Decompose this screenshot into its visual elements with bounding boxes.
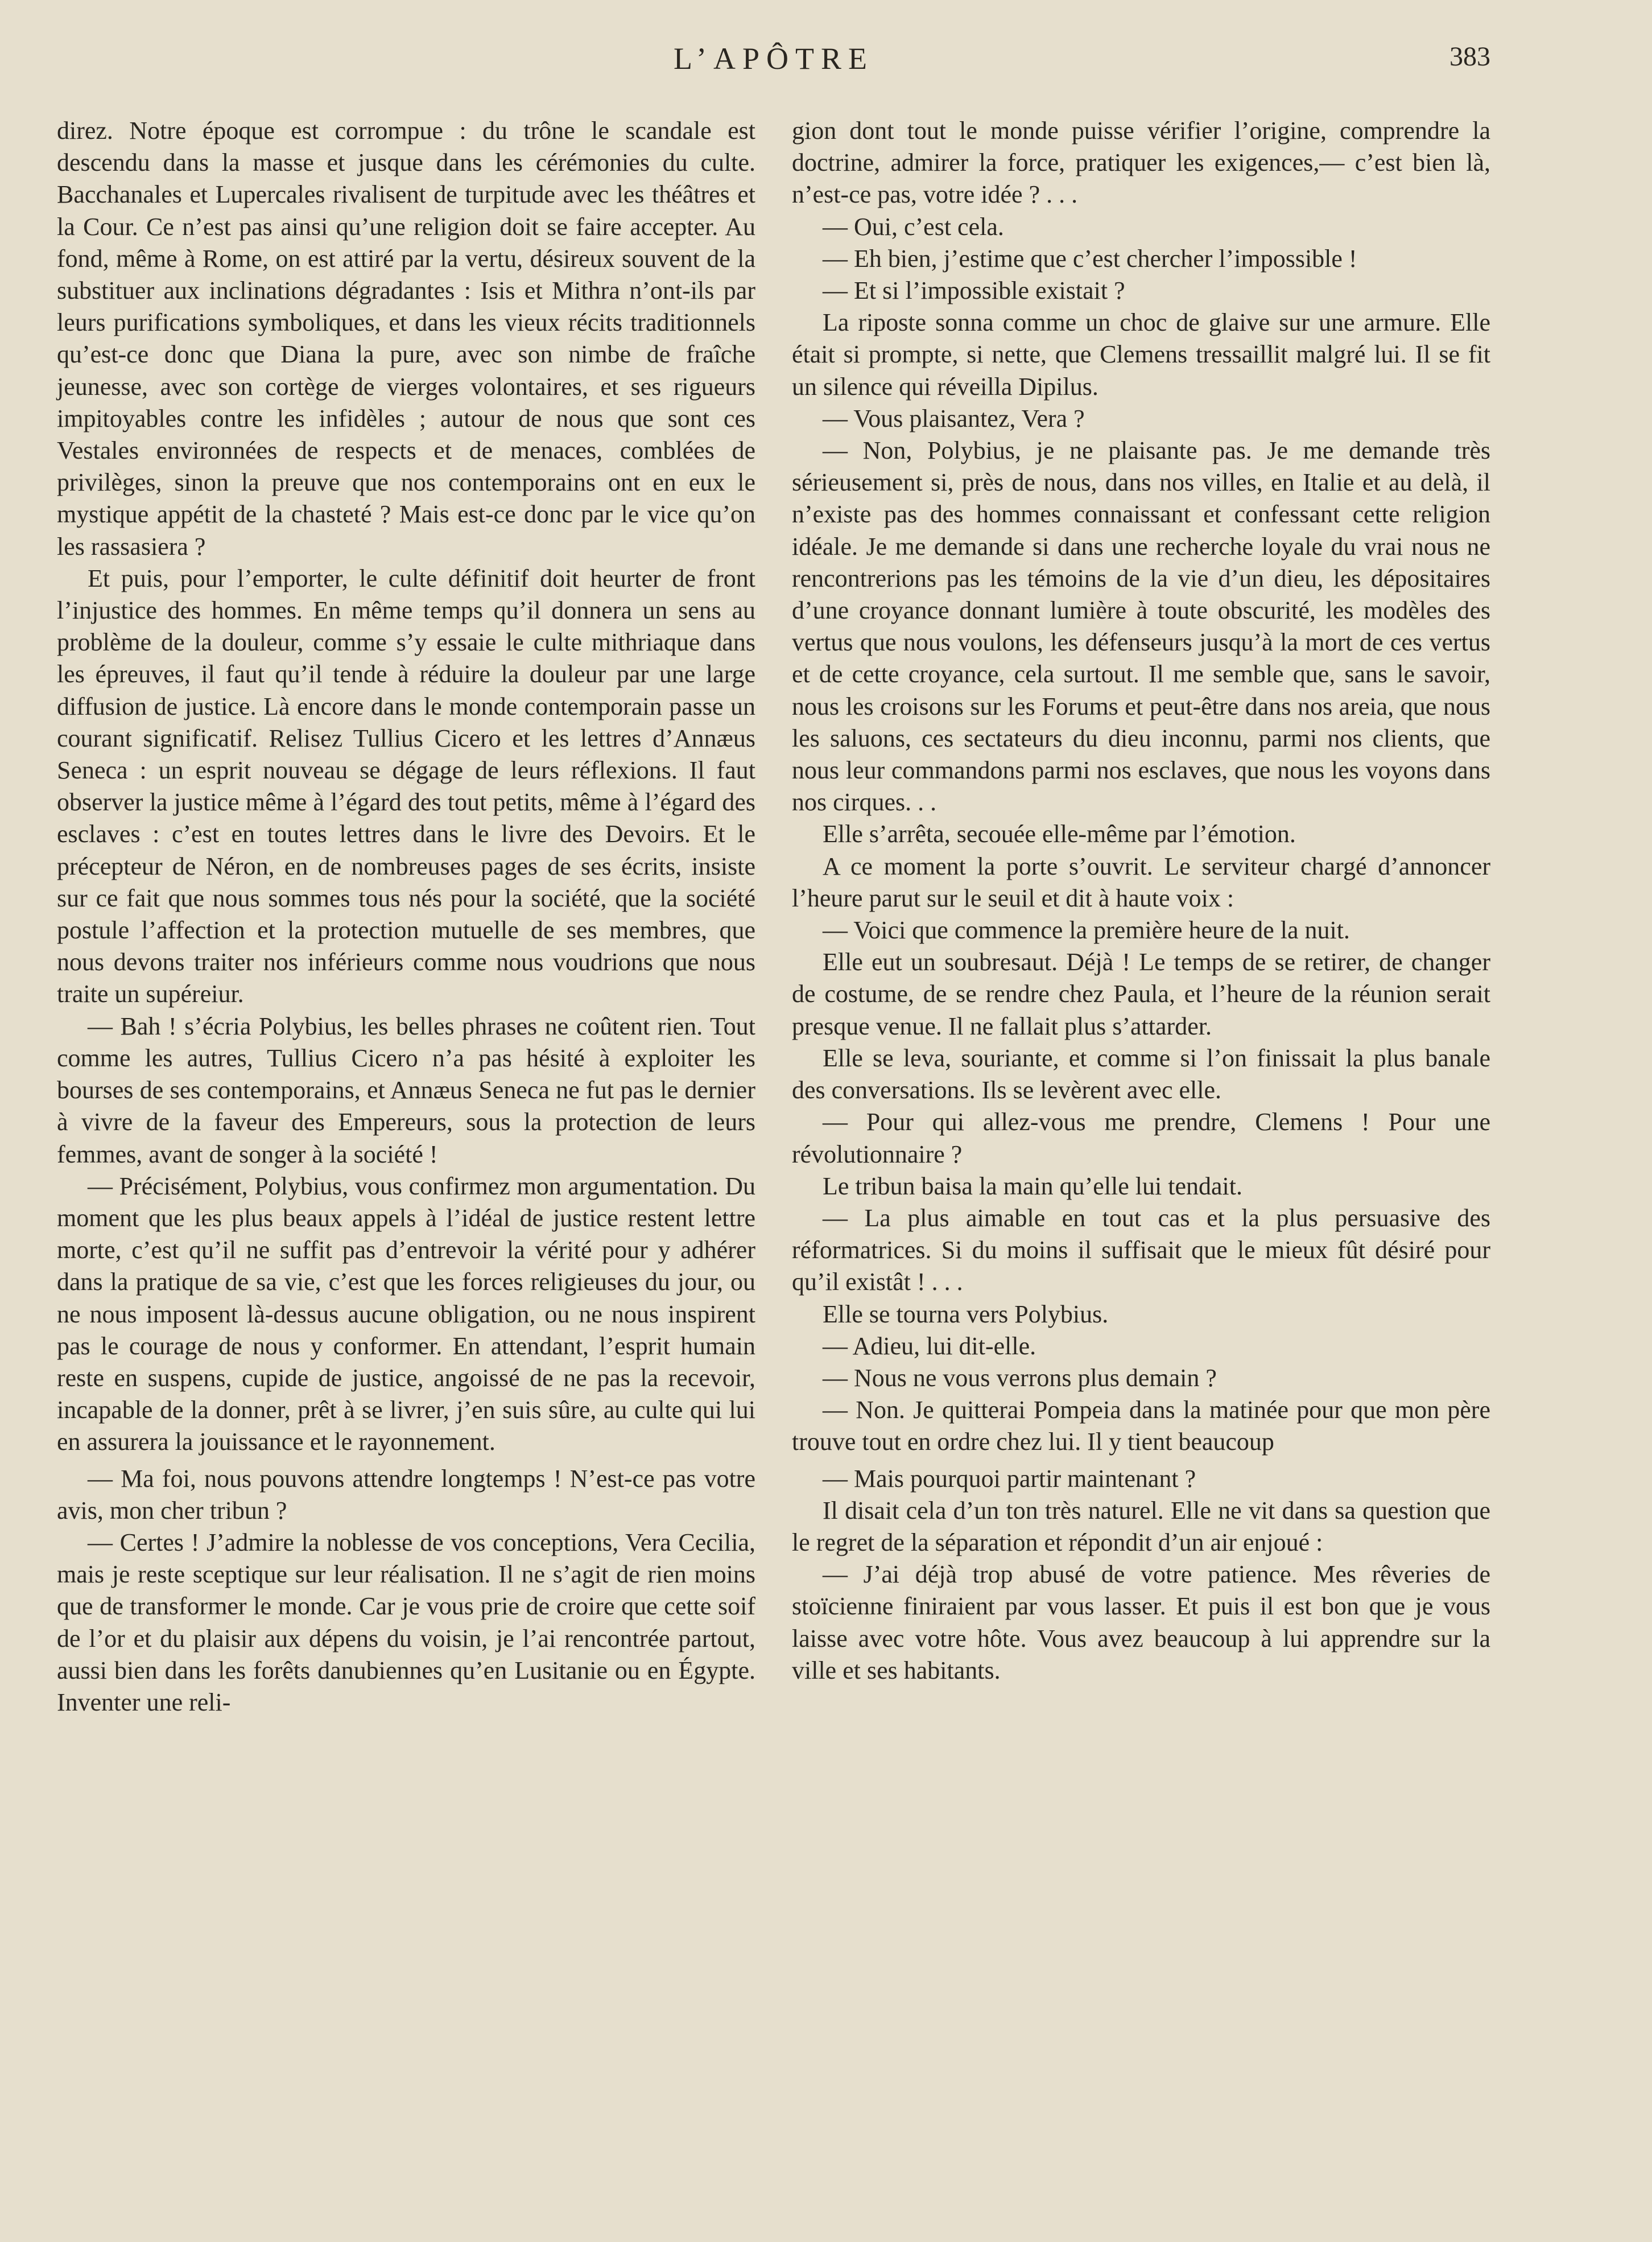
paragraph: — Vous plaisantez, Vera ? bbox=[823, 404, 1085, 432]
paragraph: La riposte sonna comme un choc de glaive sur une armure. Elle était si prompte, si nette, que Clemens tressaillit malgré lui. Il se fit un silence qui réveilla Dipilus. bbox=[792, 308, 1490, 401]
paragraph: A ce moment la porte s’ouvrit. Le serviteur chargé d’annoncer l’heure parut sur le seuil et dit à haute voix : bbox=[792, 852, 1490, 912]
paragraph: — Non, Polybius, je ne plaisante pas. Je me demande très sérieusement si, près de nous, dans nos villes, en Italie et au delà, il n’existe pas des hommes connaissant et confessant cette religion idéale. Je me demande si dans une recherche loyale du vrai nous ne rencontrerions pas les témoins de la vie d’un dieu, les dépositaires d’une croyance donnant lumière à toute obscurité, les modèles des vertus que nous voulons, les défenseurs jusqu’à la mort de ces vertus et de cette croyance, cela surtout. Il me semble que, sans le savoir, nous les croisons sur les Forums et peut-être dans nos areia, que nous les saluons, ces sectateurs du dieu inconnu, parmi nos clients, que nous leur commandons parmi nos esclaves, que nous les voyons dans nos cirques. . . bbox=[792, 436, 1490, 817]
paragraph: — Précisément, Polybius, vous confirmez mon argumentation. Du moment que les plus beaux appels à l’idéal de justice restent lettre morte, c’est qu’il ne suffit pas d’entrevoir la vérité pour y adhérer dans la pratique de sa vie, c’est que les forces religieuses du jour, ou ne nous imposent là-dessus aucune obligation, ou ne nous inspirent pas le courage de nous y conformer. En attendant, l’esprit humain reste en suspens, cupide de justice, angoissé de ne pas la recevoir, incapable de la donner, prêt à se livrer, j’en suis sûre, au culte qui lui en assurera la jouissance et le rayonnement. bbox=[57, 1172, 755, 1456]
paragraph: — Mais pourquoi partir maintenant ? bbox=[823, 1464, 1196, 1493]
right-column bbox=[792, 115, 1490, 1687]
paragraph: — J’ai déjà trop abusé de votre patience. Mes rêveries de stoïcienne finiraient par vous lasser. Et puis il est bon que je vous laisse avec votre hôte. Vous avez beaucoup à lui apprendre sur la ville et ses habitants. bbox=[792, 1560, 1490, 1684]
paragraph: — Certes ! J’admire la noblesse de vos conceptions, Vera Cecilia, mais je reste sceptique sur leur réalisation. Il ne s’agit de rien moins que de transformer le monde. Car je vous prie de croire que cette soif de l’or et du plaisir aux dépens du voisin, je l’ai rencontrée partout, aussi bien dans les forêts danubiennes qu’en Lusitanie ou en Égypte. Inventer une reli- bbox=[57, 1528, 755, 1716]
paragraph: gion dont tout le monde puisse vérifier l’origine, comprendre la doctrine, admirer la force, pratiquer les exigences,— c’est bien là, n’est-ce pas, votre idée ? . . . bbox=[792, 117, 1490, 209]
paragraph: — La plus aimable en tout cas et la plus persuasive des réformatrices. Si du moins il suffisait que le mieux fût désiré pour qu’il existât ! . . . bbox=[792, 1204, 1490, 1296]
paragraph: Elle eut un soubresaut. Déjà ! Le temps de se retirer, de changer de costume, de se rendre chez Paula, et l’heure de la réunion serait presque venue. Il ne fallait plus s’attarder. bbox=[792, 948, 1490, 1040]
paragraph: — Bah ! s’écria Polybius, les belles phrases ne coûtent rien. Tout comme les autres, Tullius Cicero n’a pas hésité à exploiter les bourses de ses contemporains, et Annæus Seneca ne fut pas le dernier à vivre de la faveur des Empereurs, sous la protection de leurs femmes, avant de songer à la société ! bbox=[57, 1012, 755, 1168]
paragraph: — Voici que commence la première heure de la nuit. bbox=[823, 916, 1350, 945]
paragraph: — Non. Je quitterai Pompeia dans la matinée pour que mon père trouve tout en ordre chez lui. Il y tient beaucoup bbox=[792, 1396, 1490, 1456]
paragraph: — Oui, c’est cela. bbox=[823, 212, 1004, 241]
paragraph: Le tribun baisa la main qu’elle lui tendait. bbox=[823, 1172, 1242, 1200]
paragraph: Elle se leva, souriante, et comme si l’on finissait la plus banale des conversations. Ils se levèrent avec elle. bbox=[792, 1044, 1490, 1104]
paragraph: — Et si l’impossible existait ? bbox=[823, 277, 1125, 305]
paragraph: Elle se tourna vers Polybius. bbox=[823, 1300, 1109, 1328]
paragraph: — Ma foi, nous pouvons attendre longtemps ! N’est-ce pas votre avis, mon cher tribun ? bbox=[57, 1464, 755, 1524]
page-header bbox=[57, 41, 1490, 81]
paragraph: — Eh bien, j’estime que c’est chercher l’impossible ! bbox=[823, 244, 1357, 273]
paragraph: — Pour qui allez-vous me prendre, Clemens ! Pour une révolutionnaire ? bbox=[792, 1108, 1490, 1168]
paragraph: — Adieu, lui dit-elle. bbox=[823, 1332, 1036, 1360]
paragraph: Et puis, pour l’emporter, le culte définitif doit heurter de front l’injustice des hommes. En même temps qu’il donnera un sens au problème de la douleur, comme s’y essaie le culte mithriaque dans les épreuves, il faut qu’il tende à réduire la douleur par une large diffusion de justice. Là encore dans le monde contemporain passe un courant significatif. Relisez Tullius Cicero et les lettres d’Annæus Seneca : un esprit nouveau se dégage de leurs réflexions. Il faut observer la justice même à l’égard des tout petits, même à l’égard des esclaves : c’est en toutes lettres dans le livre des Devoirs. Et le précepteur de Néron, en de nombreuses pages de ses écrits, insiste sur ce fait que nous sommes tous nés pour la société, que la société postule l’affection et la protection mutuelle de ses membres, que nous devons traiter nos inférieurs comme nous voudrions que nous traite un supéreiur. bbox=[57, 564, 755, 1008]
paragraph: — Nous ne vous verrons plus demain ? bbox=[823, 1363, 1217, 1392]
paragraph: Il disait cela d’un ton très naturel. Elle ne vit dans sa question que le regret de la séparation et répondit d’un air enjoué : bbox=[792, 1496, 1490, 1556]
paragraph: direz. Notre époque est corrompue : du trône le scandale est descendu dans la masse et jusque dans les cérémonies du culte. Bacchanales et Lupercales rivalisent de turpitude avec les théâtres et la Cour. Ce n’est pas ainsi qu’une religion doit se faire accepter. Au fond, même à Rome, on est attiré par la vertu, désireux souvent de la substituer aux inclinations dégradantes : Isis et Mithra n’ont-ils par leurs purifications symboliques, et dans les vieux récits traditionnels qu’est-ce donc que Diana la pure, avec son nimbe de fraîche jeunesse, avec son cortège de vierges volontaires, et ses rigueurs impitoyables contre les infidèles ; autour de nous que sont ces Vestales environnées de respects et de menaces, comblées de privilèges, sinon la preuve que nos contemporains ont en eux le mystique appétit de la chasteté ? Mais est-ce donc par le vice qu’on les rassasiera ? bbox=[57, 117, 755, 560]
running-title: L’APÔTRE bbox=[673, 42, 874, 76]
paragraph: Elle s’arrêta, secouée elle-même par l’émotion. bbox=[823, 820, 1296, 848]
page-number: 383 bbox=[1449, 42, 1490, 72]
left-column bbox=[57, 115, 755, 1718]
